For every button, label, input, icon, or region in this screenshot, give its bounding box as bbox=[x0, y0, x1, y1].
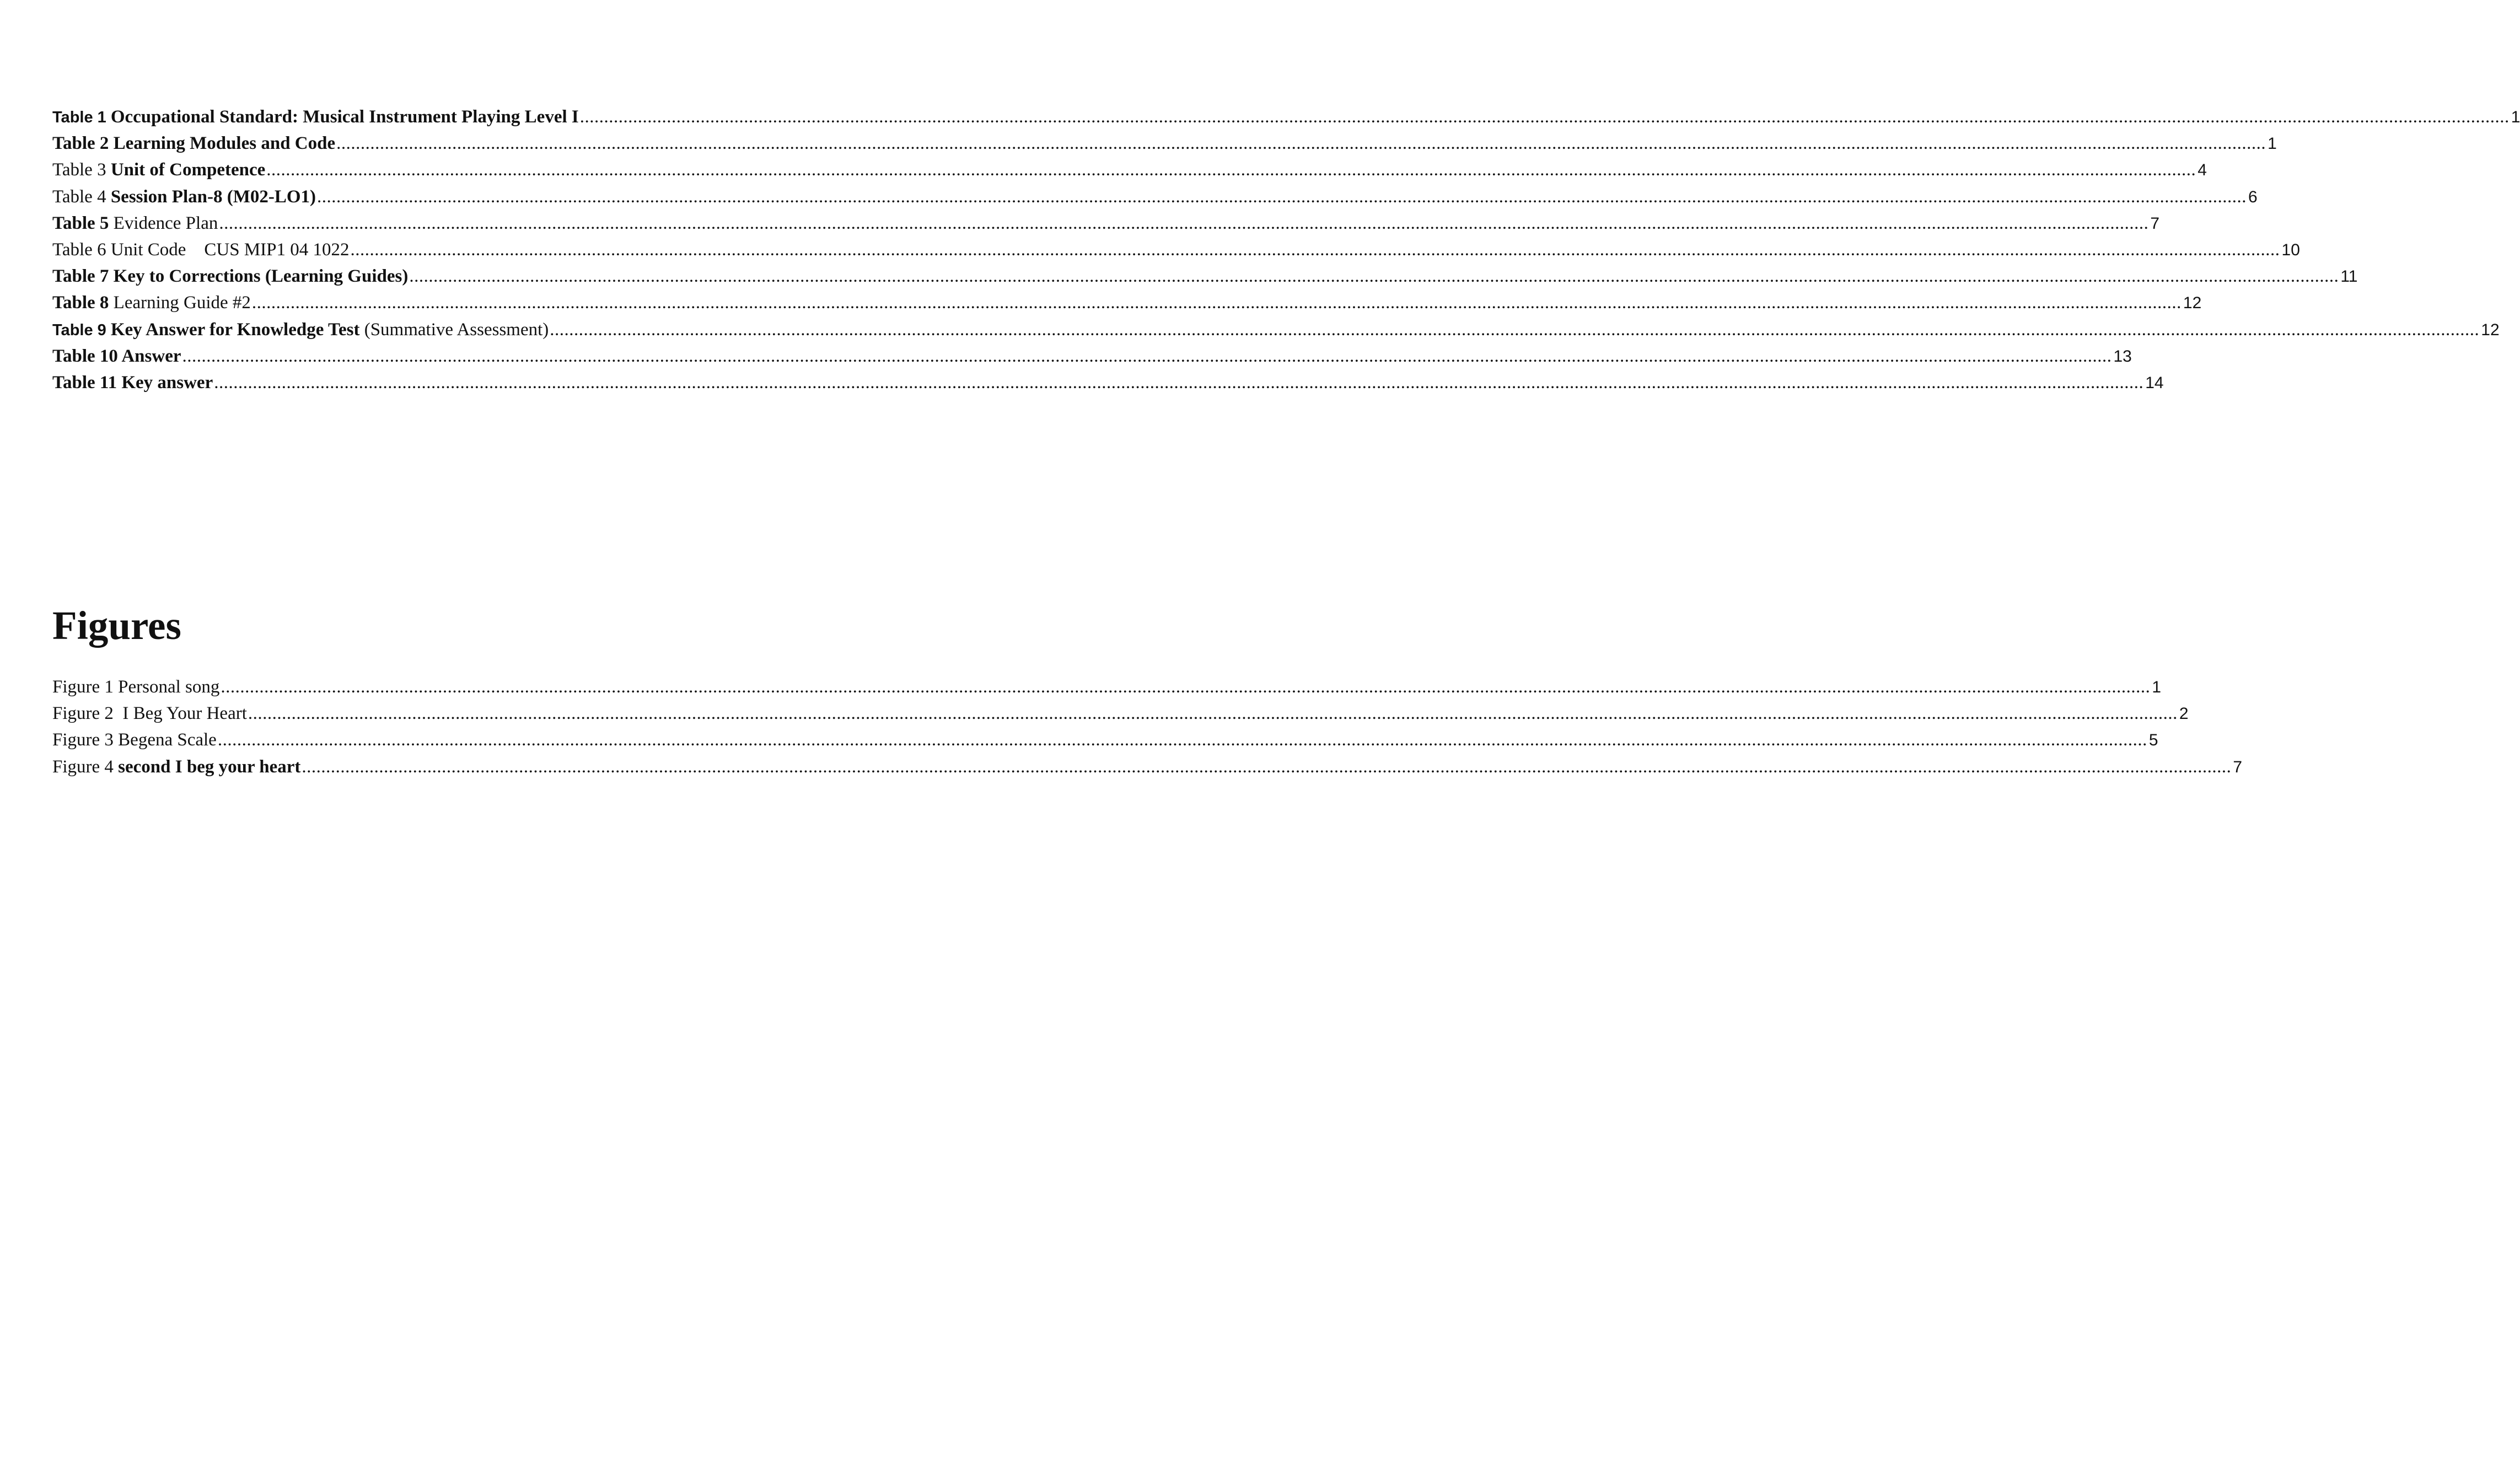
page-number: 7 bbox=[2233, 758, 2243, 776]
entry-label-prefix: Table 4 bbox=[52, 186, 111, 207]
dot-leader: ................................................................................................................................................................................................................................................................................................................................................................................................................ bbox=[409, 266, 2339, 287]
entry-label: Occupational Standard: Musical Instrument Playing Level I bbox=[110, 107, 579, 127]
entry-label: Table 11 Key answer bbox=[52, 372, 213, 393]
toc-entry-table-10[interactable] bbox=[52, 343, 2132, 369]
toc-entry-figure-2[interactable] bbox=[52, 700, 2189, 727]
page-number: 7 bbox=[2150, 214, 2160, 233]
toc-entry-table-2[interactable] bbox=[52, 130, 2277, 157]
table-of-figures bbox=[52, 674, 2243, 780]
page-number: 14 bbox=[2145, 373, 2164, 392]
entry-label-prefix: Figure 4 bbox=[52, 756, 119, 777]
page-number: 11 bbox=[2340, 267, 2358, 286]
dot-leader: ................................................................................................................................................................................................................................................................................................................................................................................................................ bbox=[217, 730, 2147, 750]
page-number: 12 bbox=[2481, 320, 2500, 339]
entry-label-suffix: (Summative Assessment) bbox=[364, 319, 549, 340]
page-number: 4 bbox=[2197, 161, 2207, 180]
toc-entry-table-9[interactable] bbox=[52, 316, 2500, 343]
dot-leader: ................................................................................................................................................................................................................................................................................................................................................................................................................ bbox=[266, 160, 2196, 180]
page-number: 2 bbox=[2179, 705, 2189, 723]
entry-label: Figure 3 Begena Scale bbox=[52, 730, 217, 750]
dot-leader: ................................................................................................................................................................................................................................................................................................................................................................................................................ bbox=[214, 372, 2144, 393]
dot-leader: ................................................................................................................................................................................................................................................................................................................................................................................................................ bbox=[350, 239, 2280, 260]
entry-label: Figure 1 Personal song bbox=[52, 677, 220, 697]
entry-label: Evidence Plan bbox=[113, 213, 218, 233]
page-number: 12 bbox=[2183, 294, 2202, 313]
page-number: 1 bbox=[2152, 678, 2162, 696]
toc-entry-table-11[interactable] bbox=[52, 369, 2164, 396]
page-number: 10 bbox=[2281, 240, 2300, 259]
toc-entry-table-1[interactable] bbox=[52, 104, 2520, 130]
document-page bbox=[52, 0, 2520, 1461]
entry-label: Figure 2 I Beg Your Heart bbox=[52, 703, 247, 724]
dot-leader: ................................................................................................................................................................................................................................................................................................................................................................................................................ bbox=[251, 293, 2182, 313]
toc-entry-table-8[interactable] bbox=[52, 289, 2202, 316]
dot-leader: ................................................................................................................................................................................................................................................................................................................................................................................................................ bbox=[219, 213, 2149, 233]
toc-entry-table-7[interactable] bbox=[52, 263, 2358, 289]
toc-entry-table-6[interactable] bbox=[52, 237, 2300, 263]
entry-label-prefix: Table 1 bbox=[52, 109, 111, 126]
page-number: 1 bbox=[2268, 135, 2277, 153]
page-number: 5 bbox=[2148, 731, 2158, 750]
entry-label: Table 6 Unit Code CUS MIP1 04 1022 bbox=[52, 239, 350, 260]
entry-label: Unit of Competence bbox=[110, 160, 266, 180]
entry-label-prefix: Table 3 bbox=[52, 160, 111, 180]
toc-entry-figure-4[interactable] bbox=[52, 754, 2243, 780]
toc-entry-table-4[interactable] bbox=[52, 184, 2258, 210]
entry-label: Table 10 Answer bbox=[52, 346, 181, 366]
page-number: 13 bbox=[2113, 347, 2132, 366]
entry-label: Session Plan-8 (M02-LO1) bbox=[110, 186, 316, 207]
entry-label: Table 2 Learning Modules and Code bbox=[52, 133, 336, 154]
toc-entry-table-5[interactable] bbox=[52, 210, 2160, 237]
dot-leader: ................................................................................................................................................................................................................................................................................................................................................................................................................ bbox=[182, 346, 2112, 366]
dot-leader: ................................................................................................................................................................................................................................................................................................................................................................................................................ bbox=[221, 677, 2151, 697]
toc-entry-figure-1[interactable] bbox=[52, 674, 2162, 700]
toc-entry-figure-3[interactable] bbox=[52, 727, 2158, 753]
dot-leader: ................................................................................................................................................................................................................................................................................................................................................................................................................ bbox=[248, 703, 2178, 724]
entry-label-prefix: Table 8 bbox=[52, 293, 114, 313]
entry-label: second I beg your heart bbox=[118, 756, 301, 777]
toc-entry-table-3[interactable] bbox=[52, 157, 2207, 183]
entry-label: Key Answer for Knowledge Test bbox=[110, 319, 364, 340]
entry-label: Learning Guide #2 bbox=[113, 293, 251, 313]
dot-leader: ................................................................................................................................................................................................................................................................................................................................................................................................................ bbox=[302, 756, 2232, 777]
figures-heading: Figures bbox=[52, 603, 181, 648]
dot-leader: ................................................................................................................................................................................................................................................................................................................................................................................................................ bbox=[336, 133, 2266, 154]
entry-label-prefix: Table 9 bbox=[52, 321, 111, 339]
entry-label: Table 7 Key to Corrections (Learning Guides) bbox=[52, 266, 409, 287]
entry-label-prefix: Table 5 bbox=[52, 213, 114, 233]
dot-leader: ................................................................................................................................................................................................................................................................................................................................................................................................................ bbox=[550, 319, 2480, 340]
page-number: 1 bbox=[2511, 108, 2520, 126]
dot-leader: ................................................................................................................................................................................................................................................................................................................................................................................................................ bbox=[579, 107, 2510, 127]
table-of-tables bbox=[52, 104, 2520, 396]
dot-leader: ................................................................................................................................................................................................................................................................................................................................................................................................................ bbox=[317, 186, 2247, 207]
page-number: 6 bbox=[2248, 187, 2258, 206]
